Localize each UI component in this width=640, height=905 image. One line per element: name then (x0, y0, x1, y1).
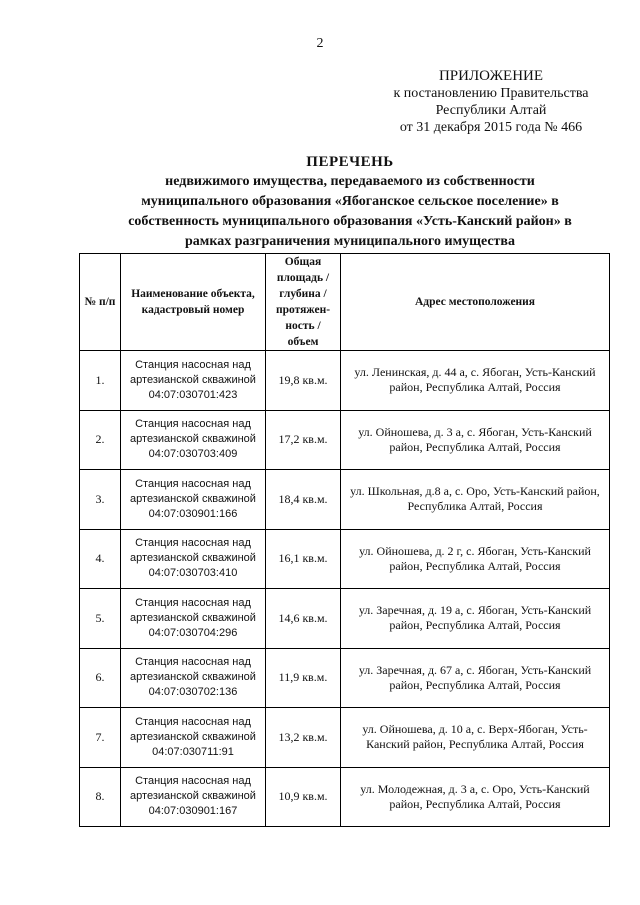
row-number: 1. (80, 351, 121, 411)
table-row (80, 708, 610, 768)
property-table (79, 253, 610, 827)
address-cell: ул. Молодежная, д. 3 а, с. Оро, Усть-Канский район, Республика Алтай, Россия (341, 767, 610, 827)
address-cell: ул. Заречная, д. 19 а, с. Ябоган, Усть-Канский район, Республика Алтай, Россия (341, 589, 610, 649)
area-cell: 17,2 кв.м. (266, 410, 341, 470)
appendix-title: ПРИЛОЖЕНИЕ (438, 68, 544, 84)
page-number: 2 (316, 36, 324, 51)
address-cell: ул. Школьная, д.8 а, с. Оро, Усть-Канский район, Республика Алтай, Россия (341, 470, 610, 530)
row-number: 3. (80, 470, 121, 530)
row-number: 2. (80, 410, 121, 470)
title-line-1: недвижимого имущества, передаваемого из собственности (165, 174, 535, 189)
address-cell: ул. Ленинская, д. 44 а, с. Ябоган, Усть-Канский район, Республика Алтай, Россия (341, 351, 610, 411)
area-cell: 16,1 кв.м. (266, 529, 341, 589)
table-row (80, 767, 610, 827)
object-name-cell: Станция насосная над артезианской скважиной 04:07:030703:410 (121, 529, 266, 589)
area-cell: 11,9 кв.м. (266, 648, 341, 708)
object-name-cell: Станция насосная над артезианской скважиной 04:07:030704:296 (121, 589, 266, 649)
area-cell: 19,8 кв.м. (266, 351, 341, 411)
document-title: ПЕРЕЧЕНЬ (306, 154, 394, 170)
table-row (80, 648, 610, 708)
title-line-3: собственность муниципального образования «Усть-Канский район» в (128, 214, 572, 229)
header-address: Адрес местоположения (341, 254, 610, 351)
object-name-cell: Станция насосная над артезианской скважиной 04:07:030901:166 (121, 470, 266, 530)
row-number: 5. (80, 589, 121, 649)
address-cell: ул. Ойношева, д. 3 а, с. Ябоган, Усть-Канский район, Республика Алтай, Россия (341, 410, 610, 470)
address-cell: ул. Ойношева, д. 10 а, с. Верх-Ябоган, Усть-Канский район, Республика Алтай, Россия (341, 708, 610, 768)
table-row (80, 410, 610, 470)
header-area: Общая площадь / глубина / протяжен-ность / объем (266, 254, 341, 351)
area-cell: 14,6 кв.м. (266, 589, 341, 649)
appendix-line-4: от 31 декабря 2015 года № 466 (399, 120, 583, 135)
appendix-line-3: Республики Алтай (435, 103, 547, 118)
table-row (80, 529, 610, 589)
title-line-4: рамках разграничения муниципального имущества (185, 234, 515, 249)
address-cell: ул. Заречная, д. 67 а, с. Ябоган, Усть-Канский район, Республика Алтай, Россия (341, 648, 610, 708)
table-header-row (80, 254, 610, 351)
area-cell: 13,2 кв.м. (266, 708, 341, 768)
area-cell: 18,4 кв.м. (266, 470, 341, 530)
end-divider (316, 826, 368, 827)
area-cell: 10,9 кв.м. (266, 767, 341, 827)
header-num: № п/п (80, 254, 121, 351)
object-name-cell: Станция насосная над артезианской скважиной 04:07:030701:423 (121, 351, 266, 411)
table-row (80, 470, 610, 530)
row-number: 8. (80, 767, 121, 827)
address-cell: ул. Ойношева, д. 2 г, с. Ябоган, Усть-Канский район, Республика Алтай, Россия (341, 529, 610, 589)
table-row (80, 351, 610, 411)
appendix-block (376, 68, 606, 136)
row-number: 7. (80, 708, 121, 768)
object-name-cell: Станция насосная над артезианской скважиной 04:07:030711:91 (121, 708, 266, 768)
document-title-block (60, 152, 640, 252)
object-name-cell: Станция насосная над артезианской скважиной 04:07:030901:167 (121, 767, 266, 827)
header-name: Наименование объекта, кадастровый номер (121, 254, 266, 351)
row-number: 4. (80, 529, 121, 589)
table-row (80, 589, 610, 649)
object-name-cell: Станция насосная над артезианской скважиной 04:07:030703:409 (121, 410, 266, 470)
row-number: 6. (80, 648, 121, 708)
table-body (80, 351, 610, 827)
appendix-line-2: к постановлению Правительства (393, 86, 589, 101)
title-line-2: муниципального образования «Ябоганское сельское поселение» в (141, 194, 559, 209)
object-name-cell: Станция насосная над артезианской скважиной 04:07:030702:136 (121, 648, 266, 708)
